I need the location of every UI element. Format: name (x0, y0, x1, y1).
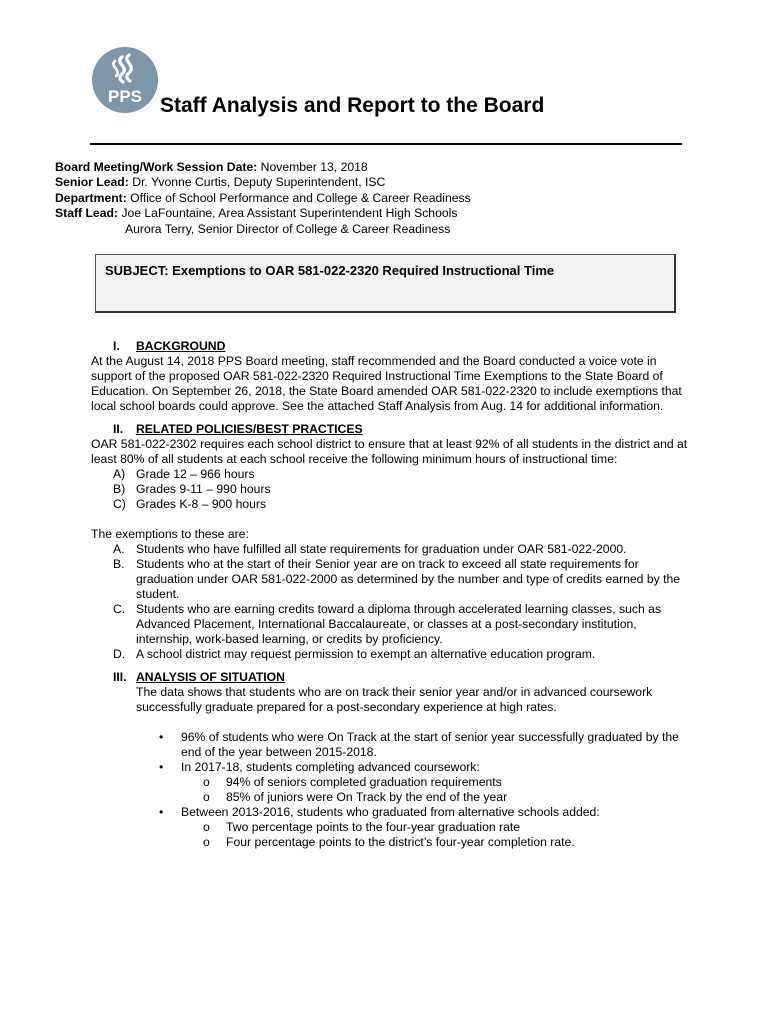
analysis-bullets (91, 730, 691, 850)
department-line (55, 191, 471, 206)
department-label: Department: (55, 190, 127, 205)
pps-logo (92, 47, 158, 113)
section-label: BACKGROUND (136, 339, 226, 353)
subject-text: SUBJECT: Exemptions to OAR 581-022-2320 Required Instructional Time (105, 263, 555, 278)
sub-list-item: o Four percentage points to the district’s four-year completion rate. (203, 835, 575, 849)
section-number: II. (113, 422, 124, 436)
list-item: • In 2017-18, students completing advanced coursework: o 94% of seniors completed graduation requirements o 85% of juniors were On Track by the end of the year (91, 760, 691, 805)
subject-box (95, 254, 676, 313)
sub-list (181, 775, 691, 805)
list-item: • 96% of students who were On Track at the start of senior year successfully graduated by the end of the year between 2015-2018. (159, 730, 679, 759)
meeting-info (55, 160, 471, 237)
staff-lead-label: Staff Lead: (55, 206, 118, 221)
section-label: RELATED POLICIES/BEST PRACTICES (136, 422, 363, 436)
section-label: ANALYSIS OF SITUATION (136, 670, 285, 684)
exemptions-intro: The exemptions to these are: (91, 527, 249, 541)
sub-list-item: o 85% of juniors were On Track by the end of the year (203, 790, 508, 804)
senior-lead-value: Dr. Yvonne Curtis, Deputy Superintendent, ISC (128, 175, 386, 190)
bullet-icon: • (159, 805, 164, 819)
circle-bullet-icon: o (203, 820, 210, 834)
section-policies-heading (91, 422, 691, 437)
list-item: B) Grades 9-11 – 990 hours (113, 482, 271, 496)
bullet-icon: • (159, 730, 164, 744)
section-background-heading (91, 339, 691, 354)
hours-list (91, 467, 691, 512)
section-number: I. (113, 339, 120, 353)
department-value: Office of School Performance and College & Career Readiness (126, 190, 471, 205)
staff-lead-value-2: Aurora Terry, Senior Director of College & Career Readiness (125, 221, 451, 236)
meeting-date-label: Board Meeting/Work Session Date: (55, 160, 258, 174)
meeting-date-line (55, 160, 471, 175)
list-item: A. Students who have fulfilled all state requirements for graduation under OAR 581-022-2000. (113, 542, 627, 556)
section-number: III. (113, 670, 127, 684)
list-item: • Between 2013-2016, students who graduated from alternative schools added: o Two percentage points to the four-year graduation rate o Four percentage points to the district’s four-year completion rate. (91, 805, 691, 850)
list-item: B. Students who at the start of their Senior year are on track to exceed all state requirements for graduation under OAR 581-022-2000 as determined by the number and type of credits earned by the student. (113, 557, 681, 601)
title-divider (90, 143, 682, 145)
exemptions-list (91, 542, 691, 662)
meeting-date-value: November 13, 2018 (257, 160, 368, 174)
circle-bullet-icon: o (203, 835, 210, 849)
senior-lead-line (55, 175, 471, 190)
circle-bullet-icon: o (203, 790, 210, 804)
list-item: C) Grades K-8 – 900 hours (113, 497, 267, 511)
bullet-icon: • (159, 760, 164, 774)
circle-bullet-icon: o (203, 775, 210, 789)
senior-lead-label: Senior Lead: (55, 175, 129, 190)
list-item: D. A school district may request permission to exempt an alternative education program. (113, 647, 596, 661)
section-analysis-heading (91, 670, 691, 685)
policies-text: OAR 581-022-2302 requires each school district to ensure that at least 92% of all students in the district and at least 80% of all students at each school receive the following minimum hours of instructional time: (91, 437, 688, 466)
page-title: Staff Analysis and Report to the Board (160, 94, 545, 117)
analysis-text: The data shows that students who are on track their senior year and/or in advanced coursework successfully graduate prepared for a post-secondary experience at high rates. (136, 685, 653, 714)
logo-text: PPS (107, 87, 143, 106)
list-item: A) Grade 12 – 966 hours (113, 467, 255, 481)
staff-lead-line (55, 206, 471, 221)
staff-lead-value: Joe LaFountaine, Area Assistant Superintendent High Schools (117, 206, 458, 221)
report-body (91, 339, 691, 850)
sub-list (181, 820, 691, 850)
sub-list-item: o 94% of seniors completed graduation requirements (203, 775, 502, 789)
sub-list-item: o Two percentage points to the four-year graduation rate (203, 820, 521, 834)
background-text: At the August 14, 2018 PPS Board meeting, staff recommended and the Board conducted a voice vote in support of the proposed OAR 581-022-2320 Required Instructional Time Exemptions to the State Board of Education. On September 26, 2018, the State Board amended OAR 581-022-2320 to include exemptions that local school boards could approve. See the attached Staff Analysis from Aug. 14 for additional information. (91, 354, 682, 413)
list-item: C. Students who are earning credits toward a diploma through accelerated learning classes, such as Advanced Placement, International Baccalaureate, or classes at a post-secondary institution, internship, work-based learning, or credits by proficiency. (113, 602, 662, 646)
